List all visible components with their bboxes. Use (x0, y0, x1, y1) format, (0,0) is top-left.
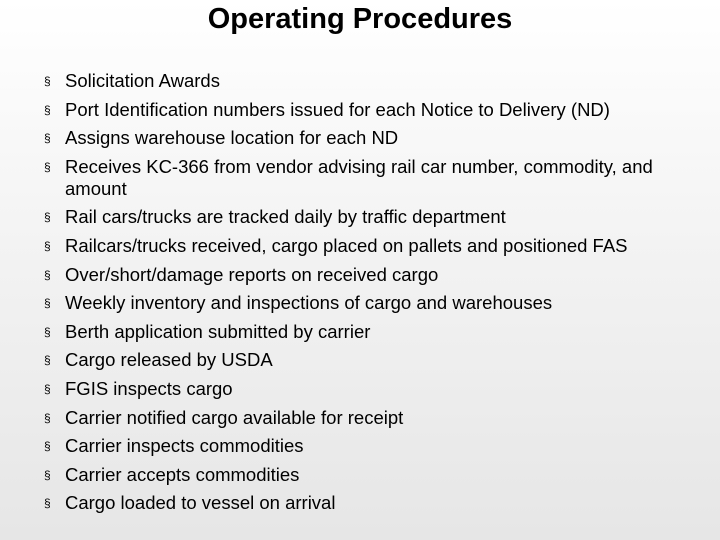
list-item-text: Solicitation Awards (65, 70, 220, 91)
section-sign-bullet-icon: § (44, 496, 51, 511)
list-item (44, 235, 704, 257)
list-item-text: FGIS inspects cargo (65, 377, 233, 399)
section-sign-bullet-icon: § (44, 159, 51, 174)
list-item (44, 206, 704, 228)
procedure-list (44, 70, 704, 521)
list-item-text: Berth application submitted by carrier (65, 320, 371, 342)
list-item (44, 464, 704, 486)
section-sign-bullet-icon: § (44, 296, 51, 311)
section-sign-bullet-icon: § (44, 439, 51, 454)
list-item (44, 292, 704, 314)
list-item (44, 349, 704, 371)
list-item (44, 435, 704, 457)
list-item-text: Railcars/trucks received, cargo placed on pallets and positioned FAS (65, 234, 628, 256)
list-item (44, 407, 704, 429)
list-item (44, 321, 704, 343)
list-item (44, 70, 704, 92)
list-item (44, 264, 704, 286)
list-item (44, 378, 704, 400)
list-item-text: Cargo loaded to vessel on arrival (65, 492, 336, 514)
section-sign-bullet-icon: § (44, 410, 51, 425)
section-sign-bullet-icon: § (44, 74, 51, 88)
section-sign-bullet-icon: § (44, 210, 51, 225)
section-sign-bullet-icon: § (44, 131, 51, 146)
list-item-text: Weekly inventory and inspections of cargo and warehouses (65, 292, 553, 314)
section-sign-bullet-icon: § (44, 102, 51, 117)
slide-title: Operating Procedures (207, 3, 513, 35)
list-item (44, 492, 704, 514)
list-item-text: Receives KC-366 from vendor advising rail car number, commodity, and amount (65, 155, 653, 199)
section-sign-bullet-icon: § (44, 238, 51, 253)
list-item-text: Carrier notified cargo available for receipt (65, 406, 404, 428)
list-item (44, 99, 704, 121)
section-sign-bullet-icon: § (44, 467, 51, 482)
list-item-text: Port Identification numbers issued for each Notice to Delivery (ND) (65, 98, 610, 120)
list-item (44, 156, 704, 200)
list-item-text: Carrier accepts commodities (65, 463, 300, 485)
list-item-text: Assigns warehouse location for each ND (65, 127, 399, 149)
list-item-text: Over/short/damage reports on received cargo (65, 263, 439, 285)
list-item-text: Carrier inspects commodities (65, 435, 304, 457)
list-item (44, 127, 704, 149)
section-sign-bullet-icon: § (44, 353, 51, 368)
list-item-text: Cargo released by USDA (65, 349, 273, 371)
section-sign-bullet-icon: § (44, 324, 51, 339)
list-item-text: Rail cars/trucks are tracked daily by traffic department (65, 206, 506, 228)
section-sign-bullet-icon: § (44, 267, 51, 282)
section-sign-bullet-icon: § (44, 381, 51, 396)
